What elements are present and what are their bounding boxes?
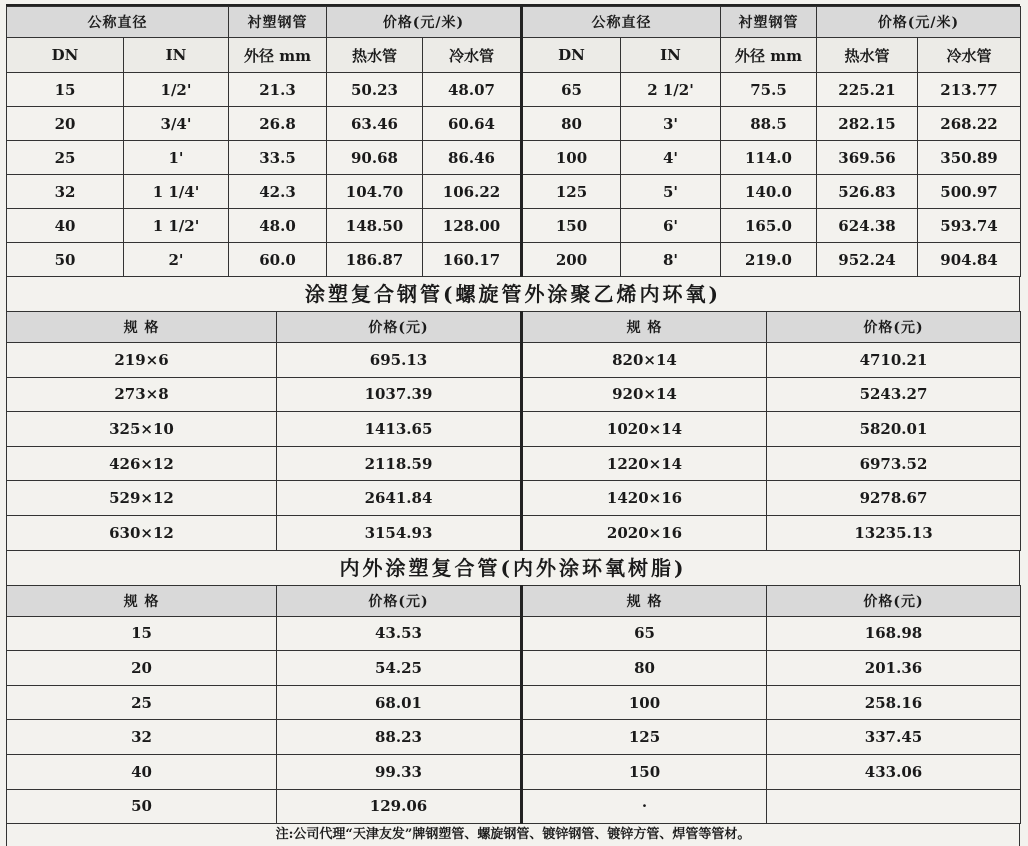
table-cell: 32 (7, 175, 124, 209)
table-cell: 282.15 (817, 107, 918, 141)
table-cell: 1037.39 (277, 377, 522, 412)
table-cell: 268.22 (918, 107, 1021, 141)
table-cell: 8' (621, 243, 721, 277)
coated-spiral-pipe-title: 涂塑复合钢管(螺旋管外涂聚乙烯内环氧) (6, 277, 1020, 311)
lined-pipe-table (6, 6, 1021, 277)
table-cell: 88.23 (277, 720, 522, 755)
subheader-cell: 外径 mm (229, 38, 327, 73)
header-price: 价格(元) (277, 312, 522, 343)
table2-header (7, 312, 1021, 343)
table-row (7, 616, 1021, 651)
subheader-cell: 热水管 (817, 38, 918, 73)
subheader-cell: 冷水管 (918, 38, 1021, 73)
table-cell: 2641.84 (277, 481, 522, 516)
table-cell: 140.0 (721, 175, 817, 209)
table-cell: 65 (522, 616, 767, 651)
table-cell: 3154.93 (277, 515, 522, 550)
table-row (7, 481, 1021, 516)
table-cell: 350.89 (918, 141, 1021, 175)
header-price-per-meter: 价格(元/米) (817, 7, 1021, 38)
table1-group-header (7, 7, 1021, 38)
table-cell: 2118.59 (277, 446, 522, 481)
table-cell: 2020×16 (522, 515, 767, 550)
table-row (7, 73, 1021, 107)
header-spec: 规 格 (522, 312, 767, 343)
table-cell: 40 (7, 754, 277, 789)
table-cell: 3/4' (124, 107, 229, 141)
subheader-cell: IN (124, 38, 229, 73)
table-cell: 65 (522, 73, 621, 107)
table-cell: 200 (522, 243, 621, 277)
table-cell: 100 (522, 141, 621, 175)
table-cell: 1 1/4' (124, 175, 229, 209)
table-cell: 50 (7, 243, 124, 277)
table-cell: 68.01 (277, 685, 522, 720)
table-row (7, 377, 1021, 412)
table1-subheader (7, 38, 1021, 73)
subheader-cell: DN (7, 38, 124, 73)
table-cell: 258.16 (767, 685, 1021, 720)
table-row (7, 412, 1021, 447)
table-cell: 952.24 (817, 243, 918, 277)
table-cell: 42.3 (229, 175, 327, 209)
table-cell: · (522, 789, 767, 824)
table-cell: 4710.21 (767, 343, 1021, 378)
table-cell: 273×8 (7, 377, 277, 412)
table-row (7, 243, 1021, 277)
table-row (7, 141, 1021, 175)
header-price: 价格(元) (277, 585, 522, 616)
table-cell: 369.56 (817, 141, 918, 175)
table-cell: 904.84 (918, 243, 1021, 277)
table-cell: 150 (522, 754, 767, 789)
table-cell: 526.83 (817, 175, 918, 209)
subheader-cell: 外径 mm (721, 38, 817, 73)
table-row (7, 720, 1021, 755)
table-cell: 6' (621, 209, 721, 243)
table-row (7, 343, 1021, 378)
table-cell: 1 1/2' (124, 209, 229, 243)
table-cell: 43.53 (277, 616, 522, 651)
table-cell: 128.00 (423, 209, 522, 243)
header-price-per-meter: 价格(元/米) (327, 7, 522, 38)
table-cell: 820×14 (522, 343, 767, 378)
coated-spiral-pipe-table (6, 311, 1021, 551)
table-cell: 20 (7, 651, 277, 686)
table-cell: 186.87 (327, 243, 423, 277)
header-price: 价格(元) (767, 585, 1021, 616)
subheader-cell: 冷水管 (423, 38, 522, 73)
table-cell: 500.97 (918, 175, 1021, 209)
table-cell: 168.98 (767, 616, 1021, 651)
table-row (7, 175, 1021, 209)
table-cell: 129.06 (277, 789, 522, 824)
table-cell: 54.25 (277, 651, 522, 686)
table-cell: 1' (124, 141, 229, 175)
table-cell: 40 (7, 209, 124, 243)
table-cell: 104.70 (327, 175, 423, 209)
header-price: 价格(元) (767, 312, 1021, 343)
table-cell: 125 (522, 720, 767, 755)
table-cell: 213.77 (918, 73, 1021, 107)
table-cell: 593.74 (918, 209, 1021, 243)
table-cell: 80 (522, 651, 767, 686)
table-cell: 60.64 (423, 107, 522, 141)
table-cell: 48.07 (423, 73, 522, 107)
table-cell: 99.33 (277, 754, 522, 789)
table3-header (7, 585, 1021, 616)
header-spec: 规 格 (522, 585, 767, 616)
table-cell: 88.5 (721, 107, 817, 141)
table-cell: 90.68 (327, 141, 423, 175)
table-cell: 160.17 (423, 243, 522, 277)
table-cell: 219.0 (721, 243, 817, 277)
table-cell: 25 (7, 141, 124, 175)
table-cell: 5243.27 (767, 377, 1021, 412)
table-cell: 25 (7, 685, 277, 720)
table-cell: 201.36 (767, 651, 1021, 686)
subheader-cell: DN (522, 38, 621, 73)
table-cell: 337.45 (767, 720, 1021, 755)
table-row (7, 685, 1021, 720)
table-cell: 15 (7, 616, 277, 651)
price-sheet (6, 4, 1020, 846)
table-cell: 20 (7, 107, 124, 141)
table-row (7, 754, 1021, 789)
table-cell: 106.22 (423, 175, 522, 209)
table-row (7, 651, 1021, 686)
table-cell: 50 (7, 789, 277, 824)
table-cell: 1220×14 (522, 446, 767, 481)
table-cell: 225.21 (817, 73, 918, 107)
header-spec: 规 格 (7, 312, 277, 343)
header-spec: 规 格 (7, 585, 277, 616)
table-cell: 433.06 (767, 754, 1021, 789)
header-nominal-diameter: 公称直径 (7, 7, 229, 38)
table-cell: 80 (522, 107, 621, 141)
table-cell: 63.46 (327, 107, 423, 141)
table-cell: 13235.13 (767, 515, 1021, 550)
header-nominal-diameter: 公称直径 (522, 7, 721, 38)
table-cell: 5' (621, 175, 721, 209)
table-cell: 100 (522, 685, 767, 720)
table-row (7, 446, 1021, 481)
table-cell: 150 (522, 209, 621, 243)
table-cell: 1413.65 (277, 412, 522, 447)
epoxy-coated-pipe-title: 内外涂塑复合管(内外涂环氧树脂) (6, 551, 1020, 585)
table-cell: 1/2' (124, 73, 229, 107)
table-row (7, 209, 1021, 243)
epoxy-coated-pipe-table (6, 585, 1021, 825)
table-cell: 33.5 (229, 141, 327, 175)
table-cell (767, 789, 1021, 824)
table-row (7, 515, 1021, 550)
table-cell: 5820.01 (767, 412, 1021, 447)
table-cell: 2' (124, 243, 229, 277)
table-cell: 920×14 (522, 377, 767, 412)
header-lined-steel-pipe: 衬塑钢管 (721, 7, 817, 38)
table-cell: 125 (522, 175, 621, 209)
table-cell: 26.8 (229, 107, 327, 141)
subheader-cell: 热水管 (327, 38, 423, 73)
table-cell: 9278.67 (767, 481, 1021, 516)
table-cell: 426×12 (7, 446, 277, 481)
table-cell: 1420×16 (522, 481, 767, 516)
table-cell: 114.0 (721, 141, 817, 175)
table-cell: 21.3 (229, 73, 327, 107)
table-cell: 86.46 (423, 141, 522, 175)
header-lined-steel-pipe: 衬塑钢管 (229, 7, 327, 38)
table-cell: 630×12 (7, 515, 277, 550)
table-row (7, 107, 1021, 141)
table-cell: 4' (621, 141, 721, 175)
table-cell: 624.38 (817, 209, 918, 243)
table-row (7, 789, 1021, 824)
table-cell: 219×6 (7, 343, 277, 378)
table-cell: 48.0 (229, 209, 327, 243)
table-cell: 60.0 (229, 243, 327, 277)
table-cell: 75.5 (721, 73, 817, 107)
table-cell: 1020×14 (522, 412, 767, 447)
subheader-cell: IN (621, 38, 721, 73)
table-cell: 32 (7, 720, 277, 755)
table-cell: 2 1/2' (621, 73, 721, 107)
table-cell: 529×12 (7, 481, 277, 516)
table-cell: 148.50 (327, 209, 423, 243)
table-cell: 50.23 (327, 73, 423, 107)
table-cell: 165.0 (721, 209, 817, 243)
table-cell: 325×10 (7, 412, 277, 447)
footnote: 注:公司代理“天津友发”牌钢塑管、螺旋钢管、镀锌钢管、镀锌方管、焊管等管材。 (6, 824, 1020, 846)
table-cell: 695.13 (277, 343, 522, 378)
table-cell: 6973.52 (767, 446, 1021, 481)
table-cell: 3' (621, 107, 721, 141)
table-cell: 15 (7, 73, 124, 107)
